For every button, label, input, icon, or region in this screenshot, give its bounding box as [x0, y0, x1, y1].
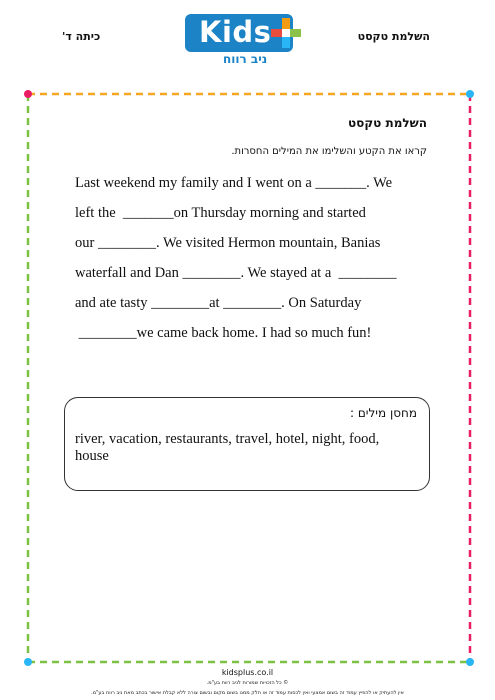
story-line: waterfall and Dan ________. We stayed at a ________ [75, 265, 397, 281]
corner-dot-tr [466, 90, 474, 98]
footer-disclaimer: אין להעתיק או להפיץ עמוד זה בשום אמצעי ואין לכסות עמוד זה או חלק ממנו בשום מקום ובשום צורה ללא קבלת אישור בכתב מאת ניב רווח בע"מ. [91, 690, 404, 696]
story-line: our ________. We visited Hermon mountain, Banias [75, 235, 381, 251]
logo-text: Kids [199, 15, 272, 49]
corner-dot-bl [24, 658, 32, 666]
corner-dot-tl [24, 90, 32, 98]
corner-dot-br [466, 658, 474, 666]
word-bank-words: river, vacation, restaurants, travel, hotel, night, food, house [75, 431, 380, 464]
kids-plus-logo [185, 14, 307, 66]
story-line: left the _______on Thursday morning and started [75, 205, 366, 221]
plus-icon [271, 18, 301, 48]
logo-subtitle: ניב רווח [223, 52, 268, 66]
grade-label: כיתה ד' [62, 30, 101, 43]
word-bank-box [64, 397, 430, 491]
word-bank-title: מחסן מילים : [349, 406, 417, 420]
story-line: Last weekend my family and I went on a _______. We [75, 175, 393, 191]
story-line: ________we came back home. I had so much fun! [75, 325, 372, 341]
worksheet-type-label: השלמת טקסט [357, 30, 430, 43]
footer-copyright: © כל הזכויות שמורות לניב רווח בע"מ. [206, 680, 289, 686]
story-line: and ate tasty ________at ________. On Saturday [75, 295, 362, 311]
footer-site: kidsplus.co.il [221, 668, 274, 677]
worksheet-title: השלמת טקסט [348, 116, 427, 130]
instructions: קראו את הקטע והשלימו את המילים החסרות. [231, 146, 427, 157]
